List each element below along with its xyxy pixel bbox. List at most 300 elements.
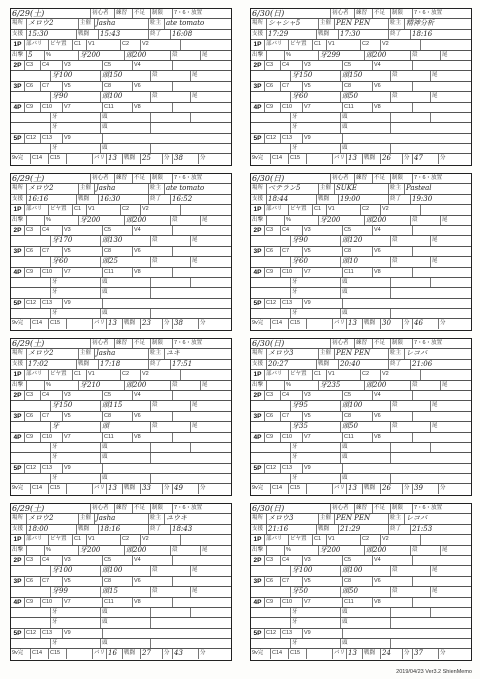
label-shell: 殻 bbox=[391, 92, 431, 101]
start-time: 21:16 bbox=[267, 525, 317, 534]
place-value: ベテラン5 bbox=[267, 184, 319, 193]
label-tail: 尾 bbox=[202, 216, 208, 223]
label-tusk: 牙 bbox=[291, 113, 341, 122]
card-row bbox=[11, 40, 231, 50]
tusk-2: 牙150 bbox=[51, 401, 101, 410]
label-shell: 殻 bbox=[411, 546, 441, 555]
label-c6: C6 bbox=[265, 412, 281, 421]
label-c6: C6 bbox=[265, 82, 281, 91]
card-row bbox=[11, 174, 231, 184]
card-row bbox=[251, 587, 471, 597]
battle-minutes: 30 bbox=[381, 319, 403, 328]
card-row bbox=[251, 422, 471, 432]
blank bbox=[391, 443, 431, 452]
card-row bbox=[11, 360, 231, 370]
blank bbox=[11, 443, 51, 452]
card-row bbox=[251, 71, 471, 81]
label-head: 頭 bbox=[341, 618, 391, 627]
blank bbox=[151, 288, 231, 297]
label-tusk: 牙 bbox=[51, 278, 101, 287]
label-c14: C14 bbox=[31, 484, 49, 493]
blank bbox=[391, 288, 471, 297]
label-v6: V6 bbox=[133, 412, 173, 421]
label-complete: 9v完 bbox=[251, 319, 271, 328]
card-row bbox=[11, 103, 231, 113]
label-reside: 駐主 bbox=[149, 349, 165, 358]
label-limit: 制限 bbox=[151, 339, 173, 348]
label-battle-time: 戦闘 bbox=[363, 649, 381, 658]
label-min: 分 bbox=[403, 649, 413, 658]
start-time: 15:30 bbox=[27, 30, 77, 39]
label-end: 終了 bbox=[149, 525, 171, 534]
card-row bbox=[11, 349, 231, 359]
label-c7: C7 bbox=[281, 577, 303, 586]
blank bbox=[251, 278, 291, 287]
blank bbox=[391, 453, 471, 462]
label-c1: C1 bbox=[73, 370, 87, 379]
label-v9: V9 bbox=[63, 299, 103, 308]
head-3: 頭15 bbox=[101, 587, 151, 596]
label-c6: C6 bbox=[25, 412, 41, 421]
label-practice: 練習 bbox=[115, 9, 133, 18]
label-c15: C15 bbox=[289, 154, 307, 163]
reside-value: ate tomato bbox=[166, 184, 205, 193]
label-v7: V7 bbox=[63, 433, 103, 442]
label-dep: 出撃 bbox=[11, 216, 27, 225]
label-shell: 殻 bbox=[391, 236, 431, 245]
label-c3: C3 bbox=[265, 391, 281, 400]
blank bbox=[181, 370, 231, 379]
label-c11: C11 bbox=[103, 433, 133, 442]
label-tusk: 牙 bbox=[51, 113, 101, 122]
label-v7: V7 bbox=[303, 598, 343, 607]
host-value: PEN PEN bbox=[335, 514, 389, 523]
label-pct: % bbox=[45, 381, 79, 390]
label-tusk: 牙 bbox=[51, 144, 101, 153]
label-tusk: 牙 bbox=[291, 278, 341, 287]
phase-3p: 3P bbox=[251, 412, 265, 421]
card-row bbox=[251, 474, 471, 484]
blank bbox=[251, 144, 291, 153]
card-row bbox=[251, 391, 471, 401]
label-c11: C11 bbox=[343, 268, 373, 277]
label-practice: 練習 bbox=[115, 339, 133, 348]
label-piya: ピヤ置 bbox=[49, 370, 73, 379]
blank bbox=[173, 268, 231, 277]
label-place: 場所 bbox=[11, 514, 27, 523]
card-row bbox=[11, 299, 231, 309]
label-c7: C7 bbox=[41, 412, 63, 421]
phase-1p: 1P bbox=[251, 535, 265, 544]
host-value: PEN PEN bbox=[335, 349, 389, 358]
label-v9: V9 bbox=[63, 134, 103, 143]
label-c5: C5 bbox=[103, 391, 133, 400]
label-c8: C8 bbox=[343, 247, 373, 256]
blank bbox=[11, 236, 51, 245]
dep-value bbox=[267, 216, 285, 225]
label-part: 部パリ bbox=[265, 370, 289, 379]
label-c2: C2 bbox=[121, 370, 141, 379]
label-practice: 練習 bbox=[355, 504, 373, 513]
label-min: 分 bbox=[163, 154, 173, 163]
label-v8: V8 bbox=[373, 103, 413, 112]
card-row bbox=[251, 268, 471, 278]
head-2: 頭120 bbox=[341, 236, 391, 245]
tusk-1: 牙299 bbox=[319, 51, 365, 60]
card-row bbox=[251, 247, 471, 257]
blank bbox=[251, 608, 291, 617]
label-c13: C13 bbox=[41, 299, 63, 308]
label-c7: C7 bbox=[41, 82, 63, 91]
label-head: 頭 bbox=[341, 113, 391, 122]
label-battle-time: 戦闘 bbox=[363, 484, 381, 493]
label-v1: V1 bbox=[87, 40, 121, 49]
label-missing: 不足 bbox=[133, 339, 151, 348]
label-reside: 駐主 bbox=[389, 349, 405, 358]
blank bbox=[251, 92, 291, 101]
head-2: 頭150 bbox=[341, 71, 391, 80]
label-tail: 尾 bbox=[202, 51, 208, 58]
blank bbox=[343, 629, 471, 638]
label-tail: 尾 bbox=[442, 51, 448, 58]
blank bbox=[413, 103, 471, 112]
blank bbox=[173, 391, 231, 400]
label-support: 支援 bbox=[11, 30, 27, 39]
card-row bbox=[251, 504, 471, 514]
label-battle: 戦闘 bbox=[317, 30, 339, 39]
phase-1p: 1P bbox=[11, 205, 25, 214]
blank bbox=[251, 587, 291, 596]
label-min: 分 bbox=[403, 319, 413, 328]
phase-5p: 5P bbox=[11, 134, 25, 143]
label-host: 主催 bbox=[79, 19, 95, 28]
card-row bbox=[251, 144, 471, 154]
label-c6: C6 bbox=[25, 82, 41, 91]
label-c12: C12 bbox=[265, 629, 281, 638]
blank bbox=[413, 598, 471, 607]
host-value: Jasha bbox=[95, 514, 149, 523]
card-row bbox=[251, 92, 471, 102]
session-card bbox=[250, 8, 472, 166]
blank bbox=[413, 82, 471, 91]
label-end: 終了 bbox=[149, 30, 171, 39]
battle-time: 15:43 bbox=[99, 30, 149, 39]
label-c5: C5 bbox=[103, 556, 133, 565]
blank bbox=[251, 288, 291, 297]
label-v2: V2 bbox=[141, 370, 181, 379]
tusk-3: 牙60 bbox=[51, 257, 101, 266]
label-c1: C1 bbox=[313, 535, 327, 544]
label-shell: 殻 bbox=[171, 381, 201, 390]
card-row bbox=[11, 587, 231, 597]
label-tail: 尾 bbox=[442, 216, 448, 223]
label-head: 頭 bbox=[101, 608, 151, 617]
reside-value: 精神分析 bbox=[406, 19, 434, 28]
label-shell: 殻 bbox=[151, 92, 191, 101]
card-row bbox=[251, 639, 471, 649]
label-min: 分 bbox=[440, 650, 446, 657]
card-row bbox=[11, 649, 231, 658]
label-practice: 練習 bbox=[355, 339, 373, 348]
label-host: 主催 bbox=[79, 184, 95, 193]
tusk-1: 牙200 bbox=[79, 546, 125, 555]
label-place: 場所 bbox=[11, 184, 27, 193]
label-tusk: 牙 bbox=[291, 123, 341, 132]
label-c4: C4 bbox=[41, 61, 63, 70]
label-head: 頭 bbox=[101, 453, 151, 462]
label-c8: C8 bbox=[103, 412, 133, 421]
label-pct: % bbox=[45, 51, 79, 60]
card-row bbox=[11, 51, 231, 61]
label-dep: 出撃 bbox=[251, 381, 267, 390]
label-head: 頭 bbox=[341, 474, 391, 483]
label-c5: C5 bbox=[343, 391, 373, 400]
label-c14: C14 bbox=[271, 319, 289, 328]
blank bbox=[103, 299, 231, 308]
label-c4: C4 bbox=[41, 556, 63, 565]
tusk-2: 牙170 bbox=[51, 236, 101, 245]
card-row bbox=[11, 92, 231, 102]
label-part: 部パリ bbox=[265, 535, 289, 544]
label-tusk: 牙 bbox=[291, 639, 341, 648]
phase-5p: 5P bbox=[251, 134, 265, 143]
label-c5: C5 bbox=[343, 556, 373, 565]
label-c12: C12 bbox=[25, 299, 41, 308]
label-min: 分 bbox=[403, 154, 413, 163]
label-min: 分 bbox=[440, 320, 446, 327]
label-v3: V3 bbox=[63, 61, 103, 70]
label-v3: V3 bbox=[63, 391, 103, 400]
label-shell: 殻 bbox=[171, 546, 201, 555]
label-v5: V5 bbox=[63, 247, 103, 256]
blank bbox=[431, 113, 471, 122]
card-row bbox=[11, 288, 231, 298]
blank bbox=[307, 319, 333, 328]
label-missing: 不足 bbox=[373, 9, 391, 18]
label-c12: C12 bbox=[265, 464, 281, 473]
pari-value: 13 bbox=[347, 319, 363, 328]
card-row bbox=[11, 639, 231, 649]
phase-3p: 3P bbox=[251, 577, 265, 586]
phase-4p: 4P bbox=[251, 268, 265, 277]
label-shell: 殻 bbox=[411, 51, 441, 60]
label-support: 支援 bbox=[251, 360, 267, 369]
label-first: 初心者 bbox=[91, 339, 115, 348]
label-v2: V2 bbox=[381, 40, 421, 49]
label-dep: 出撃 bbox=[251, 51, 267, 60]
label-min: 分 bbox=[403, 484, 413, 493]
label-c14: C14 bbox=[271, 484, 289, 493]
label-v5: V5 bbox=[63, 577, 103, 586]
total-minutes: 49 bbox=[173, 484, 199, 493]
blank bbox=[151, 474, 231, 483]
label-head: 頭 bbox=[341, 639, 391, 648]
label-shell: 殻 bbox=[391, 401, 431, 410]
blank bbox=[11, 422, 51, 431]
card-row bbox=[11, 268, 231, 278]
dep-value bbox=[27, 546, 45, 555]
label-host: 主催 bbox=[79, 349, 95, 358]
blank bbox=[251, 422, 291, 431]
head-1: 頭200 bbox=[125, 546, 171, 555]
pari-value: 13 bbox=[347, 154, 363, 163]
label-pct: % bbox=[285, 546, 319, 555]
label-head: 頭 bbox=[341, 278, 391, 287]
label-c10: C10 bbox=[281, 268, 303, 277]
label-v8: V8 bbox=[133, 268, 173, 277]
label-c11: C11 bbox=[343, 598, 373, 607]
phase-1p: 1P bbox=[251, 370, 265, 379]
blank bbox=[181, 535, 231, 544]
card-row bbox=[11, 453, 231, 463]
label-first: 初心者 bbox=[331, 504, 355, 513]
card-row bbox=[11, 236, 231, 246]
card-row bbox=[11, 257, 231, 267]
label-support: 支援 bbox=[11, 195, 27, 204]
blank bbox=[151, 113, 191, 122]
total-minutes: 38 bbox=[173, 154, 199, 163]
blank bbox=[181, 40, 231, 49]
label-part: 部パリ bbox=[25, 370, 49, 379]
card-row bbox=[251, 205, 471, 215]
blank bbox=[173, 103, 231, 112]
label-shell: 殻 bbox=[411, 381, 441, 390]
tusk-3: 牙99 bbox=[51, 587, 101, 596]
label-c15: C15 bbox=[289, 319, 307, 328]
card-row bbox=[251, 412, 471, 422]
card-row bbox=[251, 453, 471, 463]
label-end: 終了 bbox=[149, 195, 171, 204]
card-row bbox=[251, 30, 471, 40]
head-3: 頭25 bbox=[101, 257, 151, 266]
phase-5p: 5P bbox=[11, 629, 25, 638]
battle-time: 21:29 bbox=[339, 525, 389, 534]
label-v1: V1 bbox=[87, 535, 121, 544]
label-c11: C11 bbox=[103, 598, 133, 607]
label-end: 終了 bbox=[389, 195, 411, 204]
label-host: 主催 bbox=[319, 19, 335, 28]
label-c7: C7 bbox=[281, 247, 303, 256]
head-3: 頭100 bbox=[101, 92, 151, 101]
label-type: 7・6・放置 bbox=[414, 175, 443, 181]
card-row bbox=[251, 629, 471, 639]
label-tail: 尾 bbox=[192, 93, 198, 100]
label-c10: C10 bbox=[41, 268, 63, 277]
card-row bbox=[251, 299, 471, 309]
label-c11: C11 bbox=[343, 103, 373, 112]
phase-3p: 3P bbox=[11, 247, 25, 256]
label-complete: 9v完 bbox=[11, 484, 31, 493]
label-head: 頭 bbox=[101, 288, 151, 297]
label-battle-time: 戦闘 bbox=[123, 649, 141, 658]
label-missing: 不足 bbox=[133, 9, 151, 18]
label-piya: ピヤ置 bbox=[289, 370, 313, 379]
label-c8: C8 bbox=[343, 82, 373, 91]
label-v9: V9 bbox=[303, 299, 343, 308]
battle-minutes: 24 bbox=[381, 649, 403, 658]
card-row bbox=[11, 598, 231, 608]
label-limit: 制限 bbox=[151, 9, 173, 18]
label-v1: V1 bbox=[87, 370, 121, 379]
head-3: 頭 bbox=[101, 422, 151, 431]
blank bbox=[11, 566, 51, 575]
blank bbox=[11, 257, 51, 266]
label-piya: ピヤ置 bbox=[289, 205, 313, 214]
card-row bbox=[251, 484, 471, 493]
place-value: メロウ2 bbox=[27, 19, 79, 28]
label-battle-time: 戦闘 bbox=[123, 484, 141, 493]
label-c8: C8 bbox=[103, 247, 133, 256]
card-row bbox=[11, 319, 231, 328]
phase-4p: 4P bbox=[251, 598, 265, 607]
label-tusk: 牙 bbox=[51, 288, 101, 297]
phase-3p: 3P bbox=[11, 577, 25, 586]
card-row bbox=[11, 443, 231, 453]
label-pct: % bbox=[45, 546, 79, 555]
blank bbox=[151, 608, 191, 617]
label-c7: C7 bbox=[281, 82, 303, 91]
blank bbox=[11, 453, 51, 462]
label-place: 場所 bbox=[11, 349, 27, 358]
label-tusk: 牙 bbox=[51, 639, 101, 648]
label-place: 場所 bbox=[251, 349, 267, 358]
blank bbox=[11, 587, 51, 596]
label-place: 場所 bbox=[251, 19, 267, 28]
label-c2: C2 bbox=[361, 205, 381, 214]
label-c8: C8 bbox=[343, 577, 373, 586]
phase-2p: 2P bbox=[11, 391, 25, 400]
card-row bbox=[11, 618, 231, 628]
blank bbox=[391, 474, 471, 483]
label-tail: 尾 bbox=[432, 567, 438, 574]
blank bbox=[251, 309, 291, 318]
label-c9: C9 bbox=[25, 433, 41, 442]
label-tail: 尾 bbox=[192, 237, 198, 244]
dep-value: 5 bbox=[27, 51, 45, 60]
blank bbox=[421, 535, 471, 544]
label-dep: 出撃 bbox=[251, 216, 267, 225]
blank bbox=[151, 123, 231, 132]
card-row bbox=[251, 216, 471, 226]
label-head: 頭 bbox=[341, 453, 391, 462]
blank bbox=[251, 236, 291, 245]
label-shell: 殻 bbox=[411, 216, 441, 225]
label-tail: 尾 bbox=[432, 72, 438, 79]
label-c10: C10 bbox=[41, 433, 63, 442]
card-row bbox=[11, 535, 231, 545]
card-row bbox=[251, 278, 471, 288]
blank bbox=[151, 278, 191, 287]
blank bbox=[151, 453, 231, 462]
card-row bbox=[11, 278, 231, 288]
blank bbox=[413, 391, 471, 400]
label-battle: 戦闘 bbox=[77, 195, 99, 204]
card-row bbox=[251, 349, 471, 359]
phase-1p: 1P bbox=[11, 535, 25, 544]
blank bbox=[11, 639, 51, 648]
label-c14: C14 bbox=[271, 649, 289, 658]
tusk-2: 牙90 bbox=[291, 236, 341, 245]
card-row bbox=[251, 433, 471, 443]
phase-1p: 1P bbox=[251, 205, 265, 214]
label-c9: C9 bbox=[25, 598, 41, 607]
blank bbox=[173, 556, 231, 565]
label-c9: C9 bbox=[265, 268, 281, 277]
end-time: 16:52 bbox=[172, 194, 193, 203]
label-tail: 尾 bbox=[432, 258, 438, 265]
end-time: 21:53 bbox=[412, 524, 433, 533]
place-value: メロウ2 bbox=[27, 184, 79, 193]
